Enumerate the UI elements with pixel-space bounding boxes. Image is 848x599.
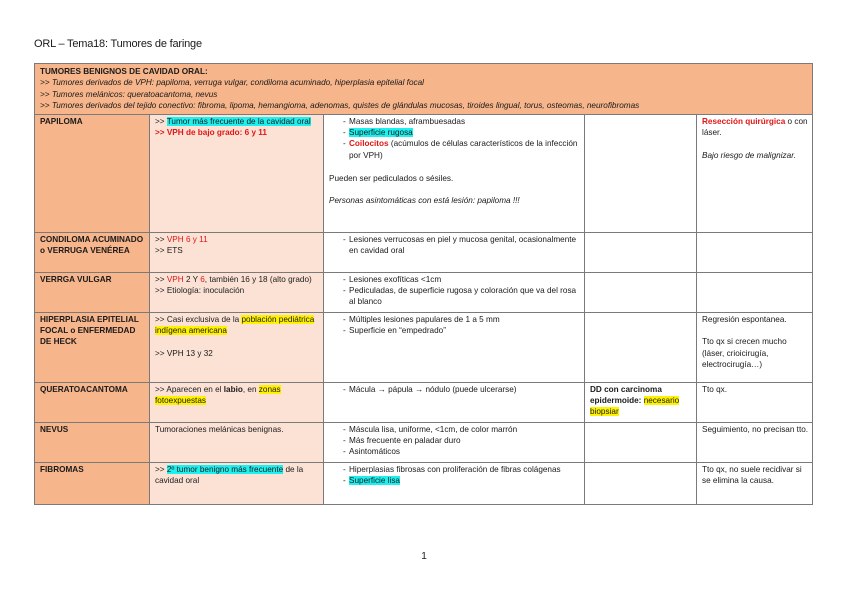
row-dd-hiperplasia — [585, 312, 697, 382]
table-row-nevus — [35, 422, 813, 462]
row-treatment-verruga — [697, 272, 813, 312]
header-cell — [35, 64, 813, 115]
table-row-condiloma — [35, 232, 813, 272]
row-etiology-fibromas: >> 2º tumor benigno más frecuente de la cavidad oral — [150, 462, 324, 504]
row-features-condiloma — [324, 232, 585, 272]
row-name-verruga: VERRGA VULGAR — [35, 272, 150, 312]
table-row-hiperplasia — [35, 312, 813, 382]
text: Bajo riesgo de malignizar. — [702, 150, 796, 160]
row-features-verruga — [324, 272, 585, 312]
row-features-fibromas — [324, 462, 585, 504]
bullet-item: - Coilocitos (acúmulos de células característicos de la infección por VPH) — [343, 139, 578, 160]
page-number: 1 — [421, 551, 427, 562]
bullet-item: - Pediculadas, de superficie rugosa y coloración que va del rosa al blanco — [343, 286, 577, 307]
row-name-fibromas: FIBROMAS — [35, 462, 150, 504]
row-dd-verruga — [585, 272, 697, 312]
text: >> — [155, 116, 167, 126]
text: Personas asintomáticas con está lesión: papiloma !!! — [329, 196, 520, 206]
row-etiology-condiloma: >> VPH 6 y 11 >> ETS — [150, 232, 324, 272]
row-treatment-hiperplasia: Regresión espontanea. Tto qx si crecen mucho (láser, crioicirugía, electrocirugía…) — [697, 312, 813, 382]
row-name-condiloma: CONDILOMA ACUMINADO o VERRUGA VENÉREA — [35, 232, 150, 272]
row-etiology-queratoacantoma: >> Aparecen en el labio, en zonas fotoexpuestas — [150, 382, 324, 422]
row-treatment-papiloma — [697, 114, 813, 232]
row-treatment-fibromas: Tto qx, no suele recidivar si se elimina la causa. — [697, 462, 813, 504]
table-row-verruga — [35, 272, 813, 312]
text: Resección quirúrgica — [702, 116, 786, 126]
row-etiology-papiloma — [150, 114, 324, 232]
row-etiology-verruga: >> VPH 2 Y 6, también 16 y 18 (alto grado) >> Etiología: inoculación — [150, 272, 324, 312]
bullet-item: - Superficie lisa — [343, 476, 400, 486]
bullet-item: - Máscula lisa, uniforme, <1cm, de color marrón — [343, 424, 518, 434]
bullet-item: - Superficie rugosa — [343, 128, 413, 138]
row-dd-fibromas — [585, 462, 697, 504]
row-features-hiperplasia — [324, 312, 585, 382]
header-line-vph: >> Tumores derivados de VPH: papiloma, verruga vulgar, condiloma acuminado, hiperplasia epitelial focal — [40, 78, 424, 88]
bullet-item: - Mácula → pápula → nódulo (puede ulcerarse) — [343, 384, 517, 394]
tumors-table — [34, 63, 813, 505]
row-etiology-hiperplasia: >> Casi exclusiva de la población pediátrica indígena americana >> VPH 13 y 32 — [150, 312, 324, 382]
bullet-item: - Lesiones exofíticas <1cm — [343, 274, 442, 284]
bullet-item: - Lesiones verrucosas en piel y mucosa genital, ocasionalmente en cavidad oral — [343, 234, 577, 256]
row-features-nevus — [324, 422, 585, 462]
bullet-item: - Hiperplasias fibrosas con proliferación de fibras colágenas — [343, 464, 561, 474]
bullet-item: - Asintomáticos — [343, 447, 400, 457]
row-treatment-nevus: Seguimiento, no precisan tto. — [697, 422, 813, 462]
row-features-papiloma — [324, 114, 585, 232]
text: Pueden ser pediculados o sésiles. — [329, 173, 454, 183]
text: >> VPH de bajo grado: 6 y 11 — [155, 128, 267, 138]
header-row — [35, 64, 813, 115]
bullet-item: - Masas blandas, aframbuesadas — [343, 116, 466, 126]
bullet-item: - Múltiples lesiones papulares de 1 a 5 mm — [343, 314, 500, 324]
row-name-hiperplasia: HIPERPLASIA EPITELIAL FOCAL o ENFERMEDAD DE HECK — [35, 312, 150, 382]
row-dd-papiloma — [585, 114, 697, 232]
text: o con láser. — [702, 116, 808, 138]
row-dd-queratoacantoma: DD con carcinoma epidermoide: necesario biopsiar — [585, 382, 697, 422]
header-title: TUMORES BENIGNOS DE CAVIDAD ORAL: — [40, 67, 208, 76]
header-line-melanicos: >> Tumores melánicos: queratoacantoma, nevus — [40, 89, 218, 99]
document-title: ORL – Tema18: Tumores de faringe — [34, 38, 202, 50]
row-name-nevus: NEVUS — [35, 422, 150, 462]
highlight-text: Tumor más frecuente de la cavidad oral — [166, 116, 311, 126]
bullet-item: - Superficie en “empedrado” — [343, 326, 446, 336]
table-row-queratoacantoma — [35, 382, 813, 422]
row-name-papiloma: PAPILOMA — [35, 114, 150, 232]
header-line-conectivo: >> Tumores derivados del tejido conectivo: fibroma, lipoma, hemangioma, adenomas, quistes de glándulas mucosas, tiroides lingual, torus, osteomas, neurofibromas — [40, 101, 640, 111]
row-name-queratoacantoma: QUERATOACANTOMA — [35, 382, 150, 422]
table-row-fibromas — [35, 462, 813, 504]
bullet-item: - Más frecuente en paladar duro — [343, 436, 461, 446]
table-row-papiloma — [35, 114, 813, 232]
row-dd-nevus — [585, 422, 697, 462]
row-dd-condiloma — [585, 232, 697, 272]
row-features-queratoacantoma — [324, 382, 585, 422]
row-treatment-queratoacantoma: Tto qx. — [697, 382, 813, 422]
row-etiology-nevus: Tumoraciones melánicas benignas. — [150, 422, 324, 462]
row-treatment-condiloma — [697, 232, 813, 272]
